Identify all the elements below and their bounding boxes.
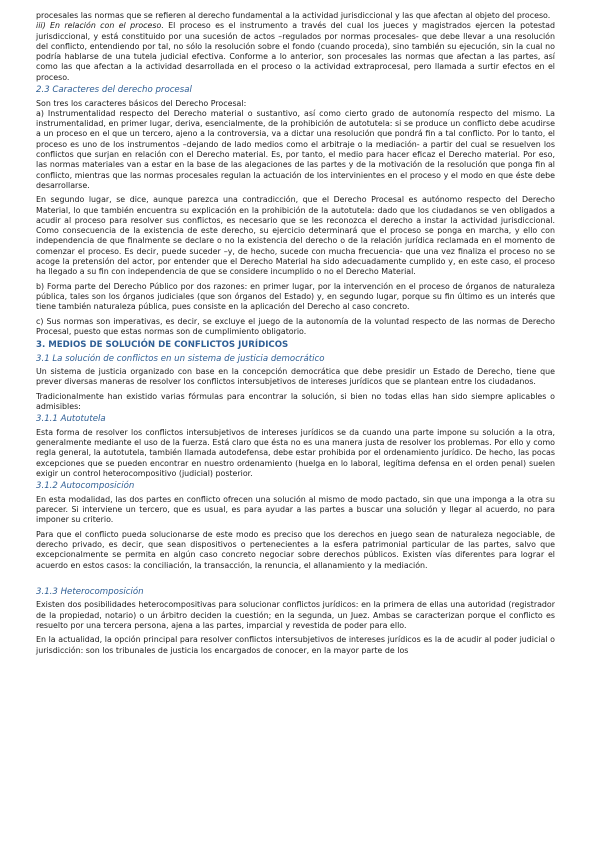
paragraph: Tradicionalmente han existido varias fórmulas para encontrar la solución, si bien no todas ellas han sido siempre aplicables o admisibles: xyxy=(36,391,555,411)
section-heading: 2.3 Caracteres del derecho procesal xyxy=(36,85,192,96)
paragraph: b) Forma parte del Derecho Público por dos razones: en primer lugar, por la intervención en el proceso de órganos de naturaleza pública, tales son los órganos judiciales (que son órganos del Estado) y, en segundo lugar, porque su fin último es un interés que tiene también naturaleza pública, pues consiste en la aplicación del Derecho al caso concreto. xyxy=(36,281,555,312)
paragraph: En la actualidad, la opción principal para resolver conflictos intersubjetivos de intereses jurídicos es la de acudir al poder judicial o jurisdicción: son los tribunales de justicia los encargados de conocer, en la mayor parte de los xyxy=(36,635,555,655)
blank-space xyxy=(36,571,555,585)
paragraph: Esta forma de resolver los conflictos intersubjetivos de intereses jurídicos se da cuando una parte impone su solución a la otra, generalmente mediante el uso de la fuerza. Está claro que ésta no es una manera justa de resolver los problemas. Por ello y como regla general, la autotutela, también llamada autodefensa, debe estar prohibida por el ordenamiento jurídico. De hecho, las pocas excepciones que se pueden encontrar en nuestro ordenamiento (huelga en lo laboral, legítima defensa en el orden penal) suelen exigir un control heterocompositivo (judicial) posterior. xyxy=(36,427,555,478)
paragraph: Un sistema de justicia organizado con base en la concepción democrática que debe presidir un Estado de Derecho, tiene que prever diversas maneras de resolver los conflictos intersubjetivos de intereses jurídicos que se plantean entre los ciudadanos. xyxy=(36,367,555,387)
paragraph: procesales las normas que se refieren al derecho fundamental a la actividad jurisdiccional y las que afectan al objeto del proceso. xyxy=(36,11,551,20)
paragraph: En segundo lugar, se dice, aunque parezca una contradicción, que el Derecho Procesal es autónomo respecto del Derecho Material, lo que también encuentra su explicación en la prohibición de la autotutela: dado que los ciudadanos se ven obligados a acudir al proceso para resolver sus conflictos, es necesario que se les reconozca el derecho a instar la actividad jurisdiccional. Como consecuencia de la existencia de este derecho, su ejercicio determinará que el proceso se ponga en marcha, y ello con independencia de que finalmente se declare o no la existencia del derecho o de la relación jurídica reclamada en el momento de comenzar el proceso. Es decir, puede suceder –y, de hecho, sucede con mucha frecuencia- que una vez finaliza el proceso no se acoge la pretensión del actor, por entender que el Derecho Material ha sido adecuadamente cumplido y, en este caso, el proceso ha llegado a su fin con independencia de que se considere incumplido o no el Derecho Material. xyxy=(36,195,555,277)
paragraph: En esta modalidad, las dos partes en conflicto ofrecen una solución al mismo de modo pactado, sin que una imponga a la otra su parecer. Si interviene un tercero, que es usual, es para ayudar a las partes a buscar una solución y llegar al acuerdo, no para imponer su criterio. xyxy=(36,494,555,525)
paragraph: c) Sus normas son imperativas, es decir, se excluye el juego de la autonomía de la voluntad respecto de las normas de Derecho Procesal, puesto que estas normas son de cumplimiento obligatorio. xyxy=(36,316,555,336)
paragraph: Existen dos posibilidades heterocompositivas para solucionar conflictos jurídicos: en la primera de ellas una autoridad (registrador de la propiedad, notario) o un árbitro deciden la cuestión; en la segunda, un Juez. Ambas se caracterizan porque el conflicto es resuelto por una tercera persona, ajena a las partes, imparcial y revestida de poder para ello. xyxy=(36,600,555,630)
paragraph: Para que el conflicto pueda solucionarse de este modo es preciso que los derechos en juego sean de naturaleza negociable, de derecho privado, es decir, que sean dispositivos o pertenecientes a la esfera patrimonial particular de las partes, salvo que excepcionalmente se permita en algún caso concreto negociar sobre derechos públicos. Existen vías diferentes para lograr el acuerdo en estos casos: la conciliación, la transacción, la renuncia, el allanamiento y la mediación. xyxy=(36,529,555,570)
section-heading: 3.1.1 Autotutela xyxy=(36,414,106,425)
paragraph-lead: iii) En relación con el proceso. xyxy=(36,21,164,31)
section-heading: 3.1 La solución de conflictos en un sistema de justicia democrático xyxy=(36,353,325,364)
paragraph-text: El proceso es el instrumento a través del cual los jueces y magistrados ejercen la potestad jurisdiccional, y está constituido por una sucesión de actos –regulados por normas procesales- que debe llevar a una resolución del conflicto, entendiendo por tal, no sólo la resolución sobre el fondo (cuando proceda), sino también su ejecución, sin la cual no podría hablarse de una tutela judicial efectiva. Conforme a lo anterior, son procesales las normas que afectan a las partes, así como las que afectan a la actividad desarrollada en el proceso o la actividad extraprocesal, pero llamada a surtir efectos en el proceso. xyxy=(36,21,555,82)
section-heading: 3.1.3 Heterocomposición xyxy=(36,586,144,597)
paragraph xyxy=(36,21,555,83)
chapter-heading: 3. MEDIOS DE SOLUCIÓN DE CONFLICTOS JURÍDICOS xyxy=(36,340,289,351)
section-heading: 3.1.2 Autocomposición xyxy=(36,481,135,492)
paragraph: a) Instrumentalidad respecto del Derecho material o sustantivo, así como cierto grado de autonomía respecto del mismo. La instrumentalidad, en primer lugar, deriva, esencialmente, de la prohibición de autotutela: si se produce un conflicto debe acudirse a un proceso en el que un tercero, ajeno a la controversia, va a dictar una resolución que pondrá fin a tal conflicto. Por lo tanto, el proceso es uno de los instrumentos –dejando de lado medios como el arbitraje o la mediación- a partir del cual se resuelven los conflictos que surjan en relación con el Derecho material. Es, por tanto, el medio para hacer eficaz el Derecho material. Por eso, las normas materiales van a estar en la base de las alegaciones de las partes y de la motivación de la resolución que ponga fin al conflicto, mientras que las normas procesales regulan la actuación de los intervinientes en el proceso y el modo en que éste debe desarrollarse. xyxy=(36,108,555,190)
paragraph: Son tres los caracteres básicos del Derecho Procesal: xyxy=(36,98,247,108)
